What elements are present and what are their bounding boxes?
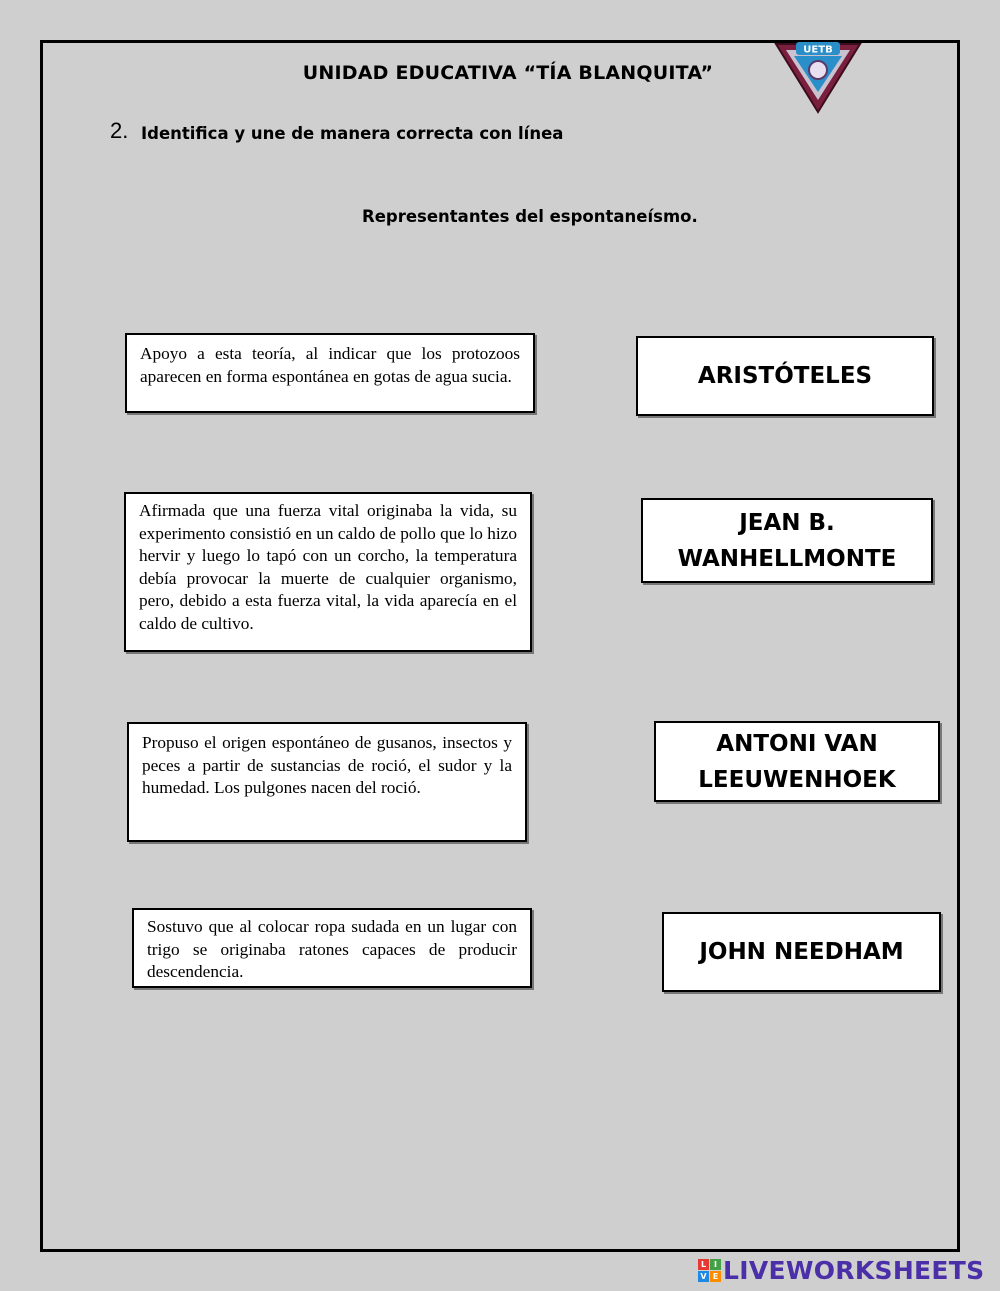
name-label: ARISTÓTELES [697, 363, 873, 389]
name-label: JOHN NEEDHAM [699, 939, 904, 965]
section-subtitle: Representantes del espontaneísmo. [362, 207, 698, 226]
liveworksheets-icon: L I V E [698, 1259, 721, 1282]
question-number: 2. [110, 118, 129, 143]
description-box-4[interactable] [132, 908, 532, 988]
description-text: Afirmada que una fuerza vital originaba la vida, su experimento consistió en un caldo de pollo que lo hizo hervir y luego lo tapó con un corcho, la temperatura debía provocar la muerte de cualquier organismo, pero, debido a esta fuerza vital, la vida aparecía en el caldo de cultivo. [139, 501, 517, 633]
description-box-3[interactable] [127, 722, 527, 842]
school-title: UNIDAD EDUCATIVA “TÍA BLANQUITA” [302, 62, 714, 84]
name-label: JEAN B. WANHELLMONTE [677, 509, 897, 572]
description-text: Apoyo a esta teoría, al indicar que los protozoos aparecen en forma espontánea en gotas de agua sucia. [140, 344, 520, 386]
description-box-2[interactable] [124, 492, 532, 652]
name-box-2[interactable] [641, 498, 933, 583]
name-box-4[interactable] [662, 912, 941, 992]
name-label: ANTONI VAN LEEUWENHOEK [698, 730, 896, 793]
description-text: Sostuvo que al colocar ropa sudada en un lugar con trigo se originaba ratones capaces de producir descendencia. [147, 917, 517, 981]
name-box-3[interactable] [654, 721, 940, 802]
question-instruction: Identifica y une de manera correcta con línea [141, 124, 564, 143]
description-text: Propuso el origen espontáneo de gusanos, insectos y peces a partir de sustancias de roció, el sudor y la humedad. Los pulgones nacen del roció. [142, 733, 512, 797]
name-box-1[interactable] [636, 336, 934, 416]
logo-text: UETB [803, 44, 833, 56]
description-box-1[interactable] [125, 333, 535, 413]
school-logo [772, 40, 864, 116]
liveworksheets-brand [698, 1254, 984, 1286]
liveworksheets-text: LIVEWORKSHEETS [723, 1255, 985, 1285]
